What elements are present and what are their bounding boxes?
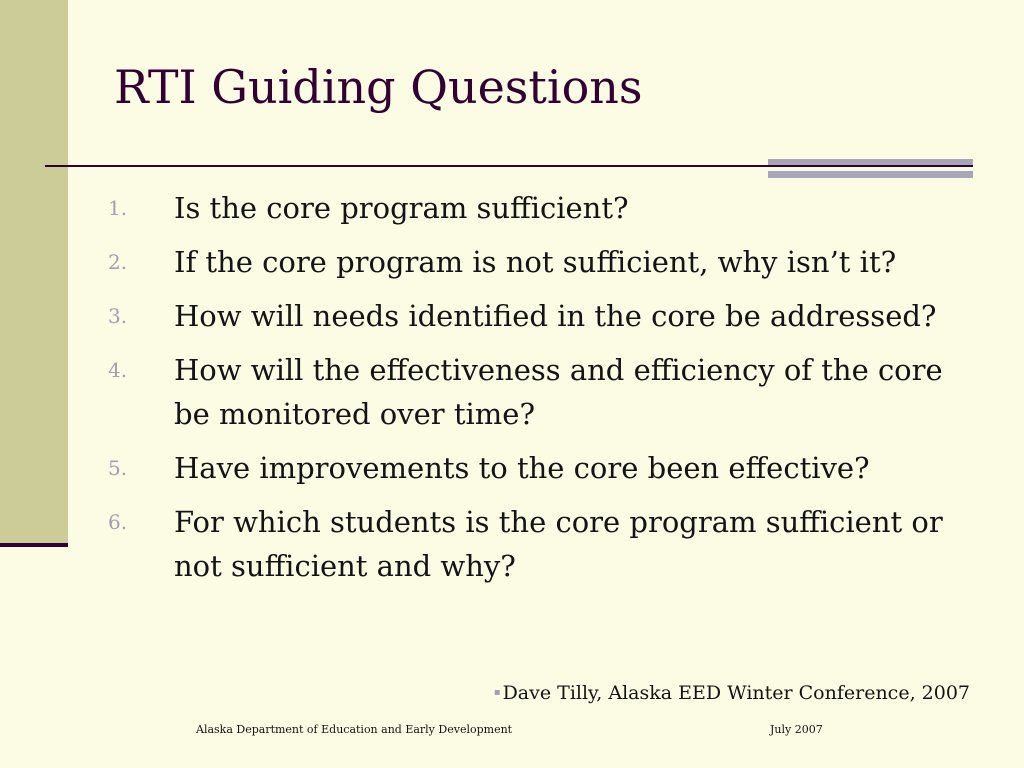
slide-title: RTI Guiding Questions — [114, 60, 643, 114]
title-divider — [45, 165, 973, 167]
question-item — [108, 500, 968, 588]
question-text: For which students is the core program sufficient or not sufficient and why? — [174, 505, 943, 583]
question-number: 5. — [108, 456, 128, 480]
question-number: 6. — [108, 510, 128, 534]
question-text: How will needs identified in the core be addressed? — [174, 299, 937, 333]
side-band — [0, 0, 68, 546]
square-bullet-icon: ▪ — [493, 687, 501, 698]
question-item — [108, 186, 968, 230]
question-item — [108, 348, 968, 436]
question-item — [108, 446, 968, 490]
question-text: If the core program is not sufficient, why isn’t it? — [174, 245, 897, 279]
side-accent-line — [0, 543, 68, 547]
question-number: 3. — [108, 304, 128, 328]
divider-accent-bottom — [768, 171, 973, 178]
citation — [420, 678, 970, 708]
question-number: 1. — [108, 196, 128, 220]
footer-organization: Alaska Department of Education and Early Development — [196, 723, 513, 736]
question-text: Have improvements to the core been effective? — [174, 451, 870, 485]
footer-date: July 2007 — [770, 723, 823, 736]
question-text: Is the core program sufficient? — [174, 191, 629, 225]
question-number: 2. — [108, 250, 128, 274]
question-item — [108, 240, 968, 284]
question-text: How will the effectiveness and efficiency of the core be monitored over time? — [174, 353, 943, 431]
question-item — [108, 294, 968, 338]
question-list — [108, 186, 968, 598]
citation-text: Dave Tilly, Alaska EED Winter Conference, 2007 — [502, 682, 970, 704]
question-number: 4. — [108, 358, 128, 382]
divider-accent-top — [768, 159, 973, 165]
